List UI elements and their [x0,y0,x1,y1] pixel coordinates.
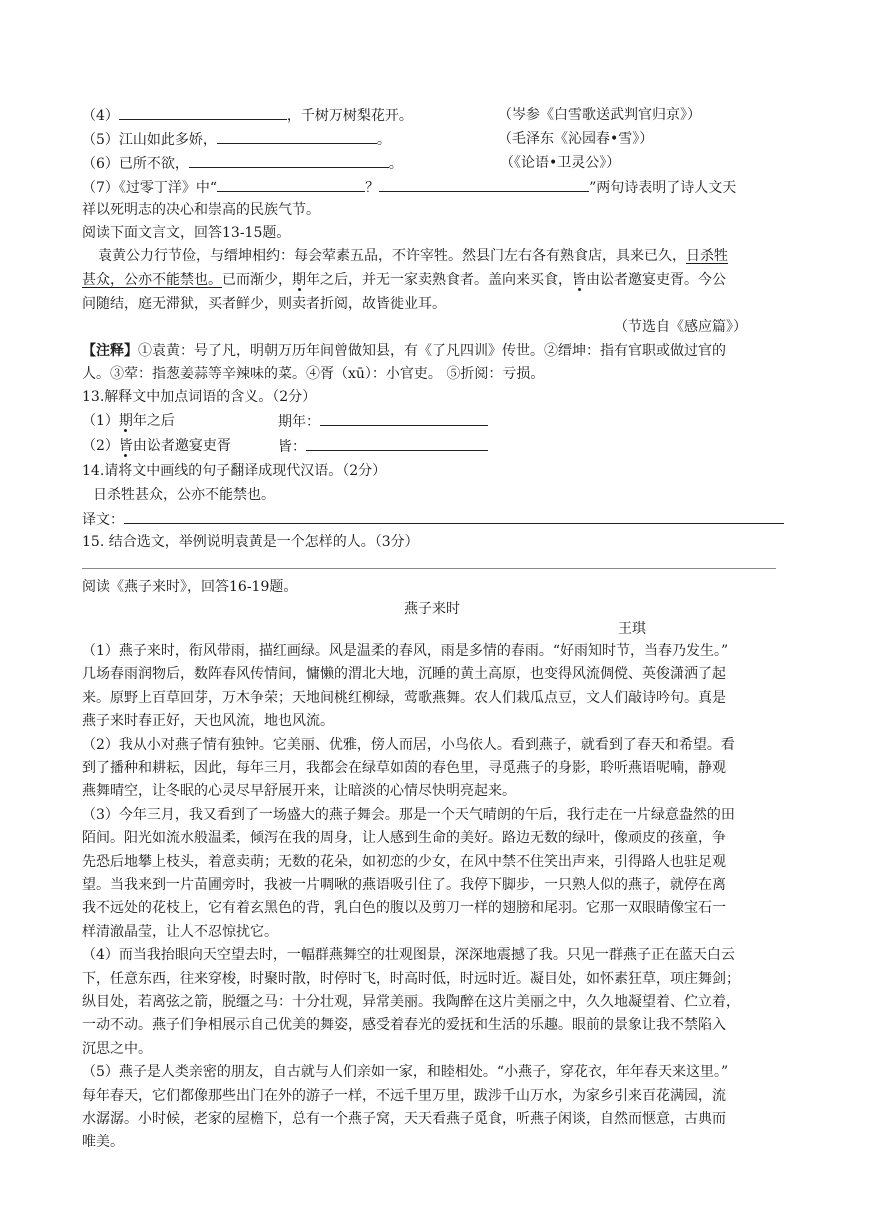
underlined-sentence: 日杀牲 [686,248,728,264]
passage-text: 由讼者邀宴吏胥。今公 [586,272,726,288]
notes-text: ①袁黄：号了凡，明朝万历年间曾做知县，有《了凡四训》传世。②缙坤：指有官职或做过官的 [138,343,726,359]
section-intro: 阅读下面文言文，回答13-15题。 [82,225,291,241]
answer-blank[interactable] [189,152,389,168]
q13-answer-1 [278,410,488,433]
article-line: 唯美。 [82,1134,124,1150]
poem-line-7 [82,176,736,199]
article-line: （5）燕子是人类亲密的朋友，自古就与人们亲如一家，和睦相处。“小燕子，穿花衣，年年春天来这里。” [82,1064,729,1080]
item-number: （4） [82,108,119,124]
article-line: 几场春雨润物后，数阵春风传情间，慵懒的渭北大地，沉睡的黄土高原，也变得风流倜傥、英俊潇洒了起 [82,666,726,682]
poem-source: （《论语•卫灵公》） [500,155,621,171]
article-line: （2）我从小对燕子情有独钟。它美丽、优雅，傍人而居，小鸟依人。看到燕子，就看到了春天和希望。看 [82,737,735,753]
item-number: （1） [82,413,119,429]
answer-blank[interactable] [124,508,784,524]
section-intro: 阅读《燕子来时》，回答16-19题。 [82,579,298,595]
q14-answer [82,508,784,531]
q13-item-2 [82,435,231,457]
poem-line-7-cont: 祥以死明志的决心和崇高的民族气节。 [82,202,320,218]
item-text: 由讼者邀宴吏胥 [132,438,231,454]
article-line: 燕子来时春正好，天也风流，地也风流。 [82,713,334,729]
article-line: （3）今年三月，我又看到了一场盛大的燕子舞会。那是一个天气晴朗的午后，我行走在一片绿意盎然的田 [82,807,735,823]
notes-label: 【注释】 [82,343,138,359]
answer-blank[interactable] [379,176,589,192]
poem-text: 。 [388,156,403,172]
poem-line-4 [82,104,413,127]
article-line: 每年春天，它们都像那些出门在外的游子一样，不远千里万里，跋涉千山万水，为家乡引来百花满园，流 [82,1088,726,1104]
question-13: 13.解释文中加点词语的含义。（2分） [82,389,317,405]
notes-line: 人。③荤：指葱姜蒜等辛辣味的菜。④胥（xū）：小官吏。 ⑤折阅：亏损。 [82,366,545,382]
dotted-word: 期 [118,413,133,429]
poem-text: 。 [376,132,391,148]
article-line: 陌间。阳光如流水般温柔，倾泻在我的周身，让人感到生命的美好。路边无数的绿叶，像顽皮的孩童，争 [82,830,726,846]
dotted-word: 皆 [118,438,133,454]
dotted-word: 期 [292,272,306,288]
passage-text: 袁黄公力行节俭，与缙坤相约：每会荤素五品，不许宰牲。然县门左右各有熟食店，具来已久， [98,248,686,264]
article-line: 燕舞晴空，让冬眠的心灵尽早舒展开来，让暗淡的心情尽快明亮起来。 [82,783,516,799]
poem-line-5 [82,128,391,151]
q13-item-1 [82,410,175,432]
item-text: 年之后 [132,413,175,429]
passage-line [82,269,726,291]
article-line: 先恐后地攀上枝头，着意卖萌；无数的花朵，如初恋的少女，在风中禁不住笑出声来，引得路人也驻足观 [82,854,726,870]
underlined-sentence: 甚众，公亦不能禁也。 [82,272,222,288]
article-line: 下，任意东西，往来穿梭，时聚时散，时停时飞，时高时低，时远时近。凝目处，如怀素狂草，项庄舞剑； [82,971,740,987]
article-line: 来。原野上百草回芽，万木争荣；天地间桃红柳绿，莺歌燕舞。农人们栽瓜点豆，文人们敲诗吟句。真是 [82,690,726,706]
poem-text: ？ [365,180,380,196]
passage-line: 问随结，庭无滞狱，买者鲜少，则卖者折阅，故皆徙业耳。 [82,296,446,312]
item-number: （2） [82,438,119,454]
poem-text: ，千树万树梨花开。 [286,108,413,124]
dotted-word: 皆 [572,272,586,288]
poem-text: （5）江山如此多娇， [82,132,217,148]
answer-label: 皆： [278,439,306,455]
passage-source: （节选自《感应篇》） [614,319,747,335]
answer-blank[interactable] [306,435,488,451]
passage-text: 已而渐少， [222,272,292,288]
article-line: （4）而当我抬眼向天空望去时，一幅群燕舞空的壮观图景，深深地震撼了我。只见一群燕子正在蓝天白云 [82,947,735,963]
article-line: 我不远处的花枝上，它有着玄黑色的背，乳白色的腹以及剪刀一样的翅膀和尾羽。它那一双眼睛像宝石一 [82,900,726,916]
article-line: 纵目处，若离弦之箭，脱缰之马：十分壮观，异常美丽。我陶醉在这片美丽之中，久久地凝望着、伫立着， [82,994,740,1010]
q14-sentence: 日杀牲甚众，公亦不能禁也。 [93,487,275,503]
article-line: 水潺潺。小时候，老家的屋檐下，总有一个燕子窝，天天看燕子觅食，听燕子闲谈，自然而惬意，古典而 [82,1111,726,1127]
q13-answer-2 [278,435,488,458]
answer-label: 期年： [278,414,320,430]
notes-line [82,340,726,362]
answer-blank[interactable] [217,176,365,192]
poem-source: （岑参《白雪歌送武判官归京》） [498,107,701,123]
answer-blank[interactable] [119,104,287,120]
article-line: 到了播种和耕耘，因此，每年三月，我都会在绿草如茵的春色里，寻觅燕子的身影，聆听燕语呢喃，静观 [82,760,726,776]
article-line: 望。当我来到一片苗圃旁时，我被一片啁啾的燕语吸引住了。我停下脚步，一只熟人似的燕子，就停在离 [82,877,726,893]
answer-blank[interactable] [320,410,488,426]
question-14: 14.请将文中画线的句子翻译成现代汉语。（2分） [82,463,387,479]
article-author: 王琪 [618,621,646,637]
answer-blank[interactable] [217,128,377,144]
article-line: （1）燕子来时，衔风带雨，描红画绿。风是温柔的春风，雨是多情的春雨。“好雨知时节，当春乃发生。” [82,643,729,659]
article-line: 一动不动。燕子们争相展示自己优美的舞姿，感受着春光的爱抚和生活的乐趣。眼前的景象让我不禁陷入 [82,1017,726,1033]
article-line: 沉思之中。 [82,1041,152,1057]
question-15: 15. 结合选文，举例说明袁黄是一个怎样的人。（3分） [82,534,419,550]
poem-text: （7）《过零丁洋》中“ [82,180,218,196]
article-title: 燕子来时 [404,601,460,617]
poem-text: （6）已所不欲， [82,156,189,172]
answer-line[interactable] [82,568,776,569]
poem-source: （毛泽东《沁园春•雪》） [498,131,654,147]
answer-label: 译文： [82,512,124,528]
passage-text: 年之后，并无一家卖熟食者。盖向来买食， [306,272,572,288]
article-line: 样清澈晶莹，让人不忍惊扰它。 [82,924,278,940]
poem-line-6 [82,152,403,175]
poem-text: ”两句诗表明了诗人文天 [589,180,737,196]
passage-line [98,245,728,267]
